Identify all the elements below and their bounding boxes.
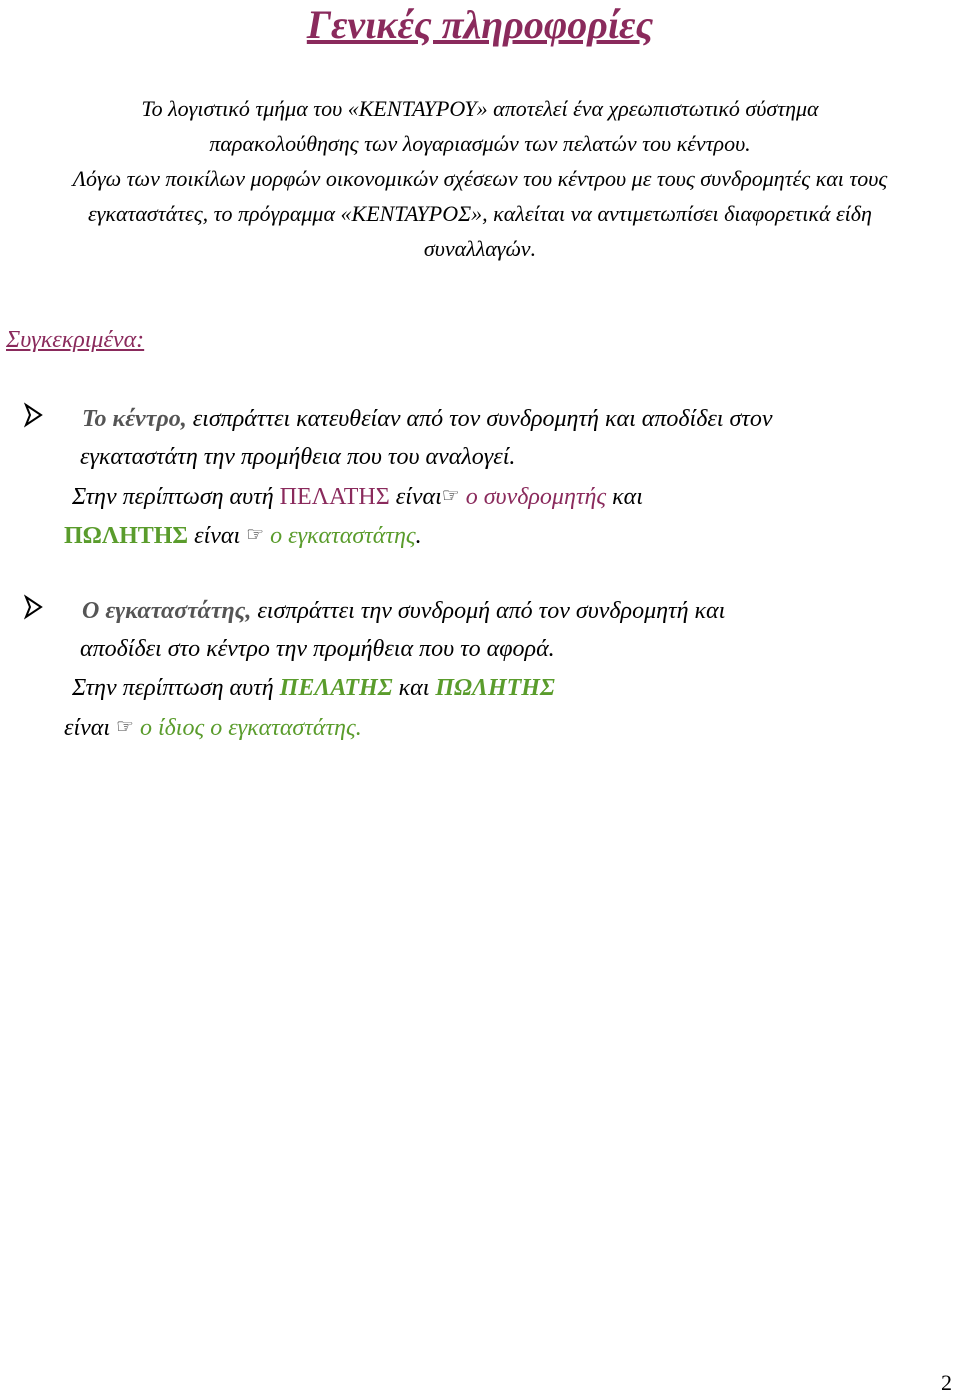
section-heading: Συγκεκριμένα: — [6, 327, 145, 353]
period-text: . — [415, 523, 422, 549]
page-title: Γενικές πληροφορίες — [306, 2, 654, 47]
bullet-heading: Το κέντρο, — [82, 406, 187, 432]
bullet-text: εισπράττει την συνδρομή από τον συνδρομητή και — [251, 598, 726, 624]
is-text: είναι — [188, 523, 247, 549]
subscriber-text: ο συνδρομητής — [459, 484, 607, 510]
is-text: είναι — [389, 484, 442, 510]
intro-line: Το λογιστικό τμήμα του «ΚΕΝΤΑΥΡΟΥ» αποτελεί ένα χρεωπιστωτικό σύστημα — [141, 96, 819, 121]
case-text: Στην περίπτωση αυτή — [72, 484, 280, 510]
is-text: είναι — [64, 715, 117, 741]
client-label: ΠΕΛΑΤΗΣ — [279, 484, 390, 510]
and-text: και — [606, 484, 643, 510]
pointing-hand-icon: ☞ — [116, 716, 134, 738]
bullet-text: εισπράττει κατευθείαν από τον συνδρομητή και αποδίδει στον — [186, 406, 773, 432]
intro-line: εγκαταστάτες, το πρόγραμμα «ΚΕΝΤΑΥΡΟΣ», καλείται να αντιμετωπίσει διαφορετικά είδη — [88, 201, 872, 226]
case-text: Στην περίπτωση αυτή — [72, 675, 280, 701]
and-text: και — [392, 675, 436, 701]
bullet-item-center — [24, 400, 954, 560]
intro-paragraph — [10, 91, 950, 266]
page-number: 2 — [941, 1370, 952, 1395]
intro-line: παρακολούθησης των λογαριασμών των πελατών του κέντρου. — [209, 131, 751, 156]
client-label: ΠΕΛΑΤΗΣ — [279, 675, 393, 701]
bullet-text: αποδίδει στο κέντρο την προμήθεια που το αφορά. — [80, 636, 555, 662]
bullet-item-installer — [24, 592, 954, 752]
arrowhead-bullet-icon — [24, 402, 44, 440]
bullet-text: εγκαταστάτη την προμήθεια που του αναλογεί. — [80, 444, 516, 470]
seller-label: ΠΩΛΗΤΗΣ — [64, 523, 189, 549]
same-installer-text: ο ίδιος ο εγκαταστάτης. — [133, 715, 362, 741]
installer-text: ο εγκαταστάτης — [264, 523, 416, 549]
intro-line: Λόγω των ποικίλων μορφών οικονομικών σχέσεων του κέντρου με τους συνδρομητές και τους — [72, 166, 888, 191]
arrowhead-bullet-icon — [24, 594, 44, 632]
pointing-hand-icon: ☞ — [441, 485, 460, 507]
intro-line: συναλλαγών. — [423, 236, 537, 261]
pointing-hand-icon: ☞ — [246, 524, 265, 546]
bullet-heading: Ο εγκαταστάτης, — [82, 598, 252, 624]
seller-label: ΠΩΛΗΤΗΣ — [435, 675, 555, 701]
